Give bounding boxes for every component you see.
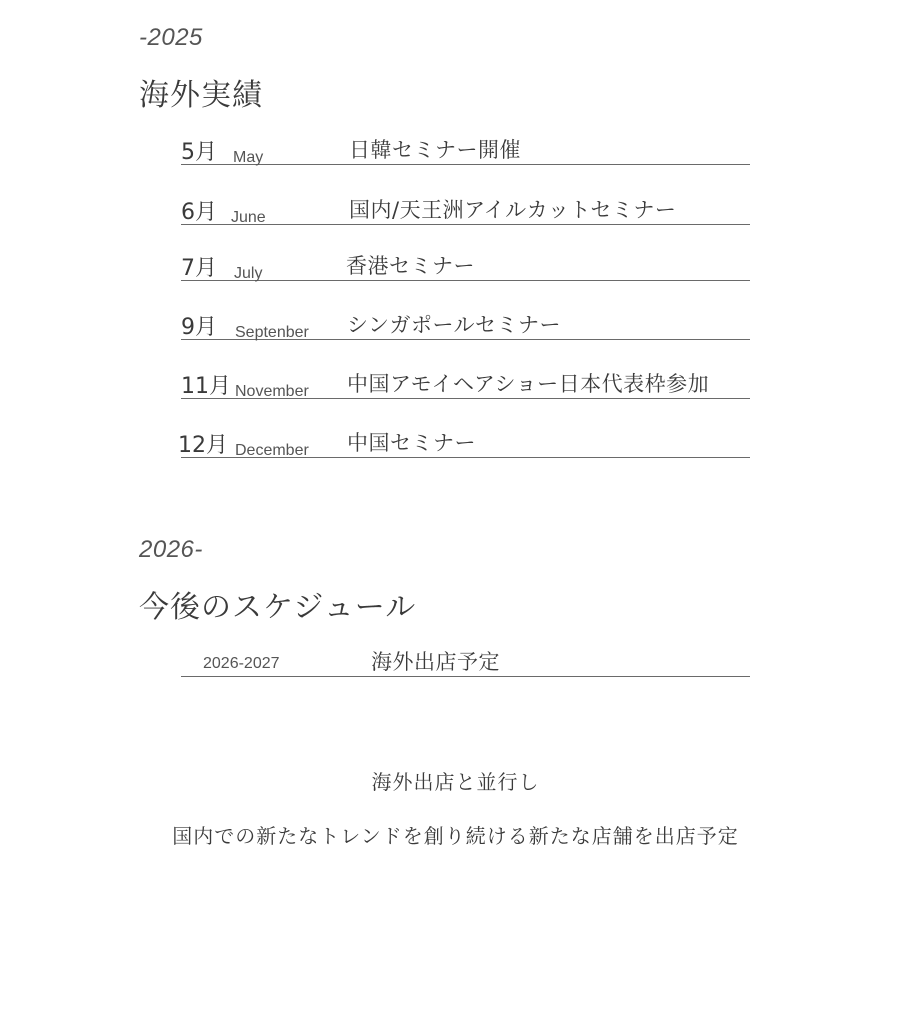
month-label: 6月 [181,200,217,225]
event-label: 中国アモイヘアショー日本代表枠参加 [347,372,710,396]
schedule-row [181,642,750,677]
timeline-row [181,130,750,165]
month-label: 5月 [181,140,217,165]
year-range-label: 2026-2027 [203,655,280,672]
month-english-label: Septenber [235,324,309,341]
event-label: 中国セミナー [347,431,476,455]
month-label: 9月 [181,315,217,340]
month-english-label: May [233,149,264,166]
past-year-label: -2025 [139,24,203,51]
event-label: 国内/天王洲アイルカットセミナー [349,198,677,222]
month-english-label: November [235,383,309,400]
timeline-row [181,246,750,281]
timeline-row [181,364,750,399]
month-english-label: June [231,209,266,226]
event-label: 香港セミナー [346,254,475,278]
event-label: シンガポールセミナー [347,313,562,337]
future-year-label: 2026- [139,536,203,563]
month-label: 11月 [181,374,231,399]
event-label: 日韓セミナー開催 [349,138,521,162]
timeline-row [181,305,750,340]
event-label: 海外出店予定 [371,650,500,674]
message-line-2: 国内での新たなトレンドを創り続ける新たな店舗を出店予定 [172,824,739,848]
month-label: 12月 [178,433,228,458]
timeline-row [181,190,750,225]
month-label: 7月 [181,256,217,281]
past-section-title: 海外実績 [139,78,263,113]
message-line-1: 海外出店と並行し [371,770,540,794]
future-section-title: 今後のスケジュール [139,590,417,625]
month-english-label: July [234,265,263,282]
month-english-label: December [235,442,309,459]
timeline-row [178,423,750,459]
